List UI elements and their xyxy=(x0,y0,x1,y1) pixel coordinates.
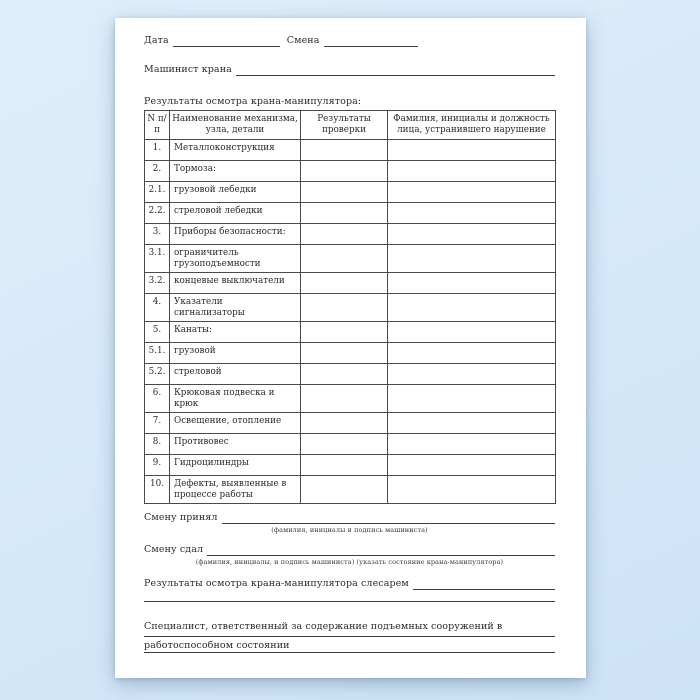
inspection-table-wrap xyxy=(144,110,555,504)
table-row xyxy=(145,161,556,182)
row-name-cell: Указатели сигнализаторы xyxy=(170,294,301,322)
row-name-cell: стреловой лебедки xyxy=(170,203,301,224)
row-person-cell xyxy=(388,385,556,413)
row-result-cell xyxy=(301,476,388,504)
row-result-cell xyxy=(301,322,388,343)
mechanic-results-row xyxy=(144,578,555,590)
row-result-cell xyxy=(301,385,388,413)
row-result-cell xyxy=(301,294,388,322)
specialist-label: Специалист, ответственный за содержание подъемных сооружений в работоспособном состоянии xyxy=(144,621,503,651)
row-person-cell xyxy=(388,161,556,182)
row-name-cell: Дефекты, выявленные в процессе работы xyxy=(170,476,301,504)
row-name-cell: Металлоконструкция xyxy=(170,140,301,161)
table-row xyxy=(145,413,556,434)
table-row xyxy=(145,294,556,322)
row-result-cell xyxy=(301,343,388,364)
col-header-result: Результаты проверки xyxy=(301,111,388,140)
table-row xyxy=(145,273,556,294)
row-number-cell: 7. xyxy=(145,413,170,434)
row-name-cell: грузовой лебедки xyxy=(170,182,301,203)
col-header-num: N п/п xyxy=(145,111,170,140)
date-shift-row xyxy=(144,35,555,47)
row-number-cell: 9. xyxy=(145,455,170,476)
table-row xyxy=(145,245,556,273)
row-number-cell: 10. xyxy=(145,476,170,504)
row-number-cell: 3.1. xyxy=(145,245,170,273)
shift-handed-label: Смену сдал xyxy=(144,544,204,555)
table-header-row xyxy=(145,111,556,140)
table-row xyxy=(145,203,556,224)
mechanic-results-label: Результаты осмотра крана-манипулятора слесарем xyxy=(144,578,409,589)
table-row xyxy=(145,343,556,364)
specialist-row xyxy=(144,614,555,652)
row-name-cell: стреловой xyxy=(170,364,301,385)
row-person-cell xyxy=(388,434,556,455)
mechanic-results-field-line xyxy=(413,579,555,590)
row-result-cell xyxy=(301,203,388,224)
row-number-cell: 5.2. xyxy=(145,364,170,385)
row-result-cell xyxy=(301,245,388,273)
operator-label: Машинист крана xyxy=(144,64,232,75)
col-header-name: Наименование механизма, узла, детали xyxy=(170,111,301,140)
row-name-cell: Гидроцилиндры xyxy=(170,455,301,476)
table-row xyxy=(145,224,556,245)
table-row xyxy=(145,455,556,476)
table-row xyxy=(145,322,556,343)
table-row xyxy=(145,182,556,203)
row-person-cell xyxy=(388,245,556,273)
document-page xyxy=(115,18,586,678)
row-name-cell: ограничитель грузоподъемности xyxy=(170,245,301,273)
row-person-cell xyxy=(388,273,556,294)
col-header-person: Фамилия, инициалы и должность лица, устранившего нарушение xyxy=(388,111,556,140)
row-person-cell xyxy=(388,182,556,203)
row-person-cell xyxy=(388,322,556,343)
table-row xyxy=(145,385,556,413)
row-result-cell xyxy=(301,364,388,385)
shift-accepted-field-line xyxy=(222,513,555,524)
row-result-cell xyxy=(301,182,388,203)
row-number-cell: 2. xyxy=(145,161,170,182)
table-row xyxy=(145,364,556,385)
operator-row xyxy=(144,64,555,76)
inspection-table xyxy=(144,110,556,504)
row-person-cell xyxy=(388,413,556,434)
row-name-cell: концевые выключатели xyxy=(170,273,301,294)
row-person-cell xyxy=(388,224,556,245)
table-row xyxy=(145,140,556,161)
row-person-cell xyxy=(388,294,556,322)
specialist-line-1 xyxy=(144,635,555,637)
results-title: Результаты осмотра крана-манипулятора: xyxy=(144,96,362,107)
row-name-cell: Канаты: xyxy=(170,322,301,343)
row-number-cell: 5.1. xyxy=(145,343,170,364)
row-name-cell: Приборы безопасности: xyxy=(170,224,301,245)
row-name-cell: Противовес xyxy=(170,434,301,455)
row-person-cell xyxy=(388,364,556,385)
row-result-cell xyxy=(301,224,388,245)
operator-field-line xyxy=(236,65,555,76)
row-name-cell: Освещение, отопление xyxy=(170,413,301,434)
shift-accepted-row xyxy=(144,512,555,524)
row-number-cell: 3. xyxy=(145,224,170,245)
row-name-cell: грузовой xyxy=(170,343,301,364)
shift-handed-note: (фамилия, инициалы, и подпись машиниста) (указать состояние крана-манипулятора) xyxy=(195,558,504,566)
row-result-cell xyxy=(301,273,388,294)
row-number-cell: 1. xyxy=(145,140,170,161)
table-row xyxy=(145,434,556,455)
row-number-cell: 5. xyxy=(145,322,170,343)
row-person-cell xyxy=(388,476,556,504)
row-person-cell xyxy=(388,455,556,476)
shift-accepted-note: (фамилия, инициалы и подпись машиниста) xyxy=(271,526,428,534)
inspection-table-body xyxy=(145,140,556,504)
row-number-cell: 3.2. xyxy=(145,273,170,294)
shift-field-line xyxy=(324,36,418,47)
row-result-cell xyxy=(301,455,388,476)
table-row xyxy=(145,476,556,504)
row-name-cell: Тормоза: xyxy=(170,161,301,182)
row-person-cell xyxy=(388,203,556,224)
shift-handed-field-line xyxy=(207,545,555,556)
row-result-cell xyxy=(301,434,388,455)
row-number-cell: 8. xyxy=(145,434,170,455)
row-number-cell: 2.1. xyxy=(145,182,170,203)
row-person-cell xyxy=(388,140,556,161)
row-number-cell: 6. xyxy=(145,385,170,413)
row-result-cell xyxy=(301,161,388,182)
shift-label: Смена xyxy=(286,35,320,46)
row-result-cell xyxy=(301,413,388,434)
shift-accepted-label: Смену принял xyxy=(144,512,218,523)
mechanic-results-extra-line xyxy=(144,600,555,602)
date-field-line xyxy=(173,36,280,47)
results-title-row xyxy=(144,89,555,108)
row-person-cell xyxy=(388,343,556,364)
row-name-cell: Крюковая подвеска и крюк xyxy=(170,385,301,413)
row-result-cell xyxy=(301,140,388,161)
shift-handed-row xyxy=(144,544,555,556)
date-label: Дата xyxy=(144,35,169,46)
row-number-cell: 2.2. xyxy=(145,203,170,224)
specialist-line-2 xyxy=(144,651,555,653)
row-number-cell: 4. xyxy=(145,294,170,322)
